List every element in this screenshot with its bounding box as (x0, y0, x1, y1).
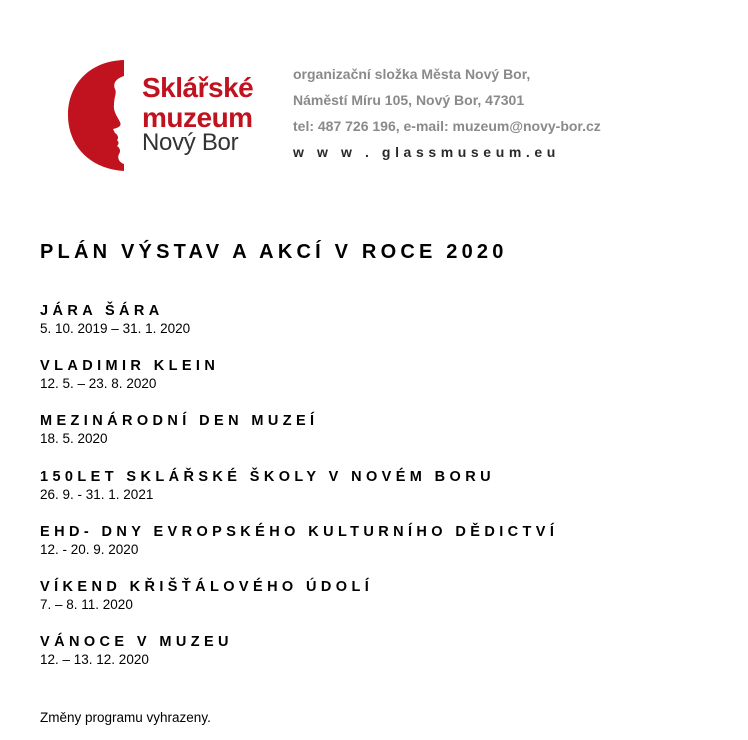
event-name: VÍKEND KŘIŠŤÁLOVÉHO ÚDOLÍ (40, 578, 374, 595)
event-item (40, 302, 720, 357)
event-date: 12. 5. – 23. 8. 2020 (40, 376, 157, 392)
logo-text-muzeum: muzeum (142, 102, 253, 133)
phone-email-line: tel: 487 726 196, e-mail: muzeum@novy-bor.cz (293, 118, 601, 134)
event-item (40, 523, 720, 578)
event-date: 12. - 20. 9. 2020 (40, 541, 139, 557)
museum-logo (66, 58, 266, 174)
event-name: MEZINÁRODNÍ DEN MUZEÍ (40, 413, 319, 430)
contact-block (293, 66, 601, 170)
event-item (40, 468, 720, 523)
footer-note: Změny programu vyhrazeny. (40, 710, 211, 725)
event-name: EHD- DNY EVROPSKÉHO KULTURNÍHO DĚDICTVÍ (40, 523, 559, 540)
event-item (40, 633, 720, 688)
website-link[interactable]: w w w . glassmuseum.eu (293, 144, 560, 160)
event-name: 150LET SKLÁŘSKÉ ŠKOLY V NOVÉM BORU (40, 468, 495, 485)
event-date: 5. 10. 2019 – 31. 1. 2020 (40, 321, 191, 336)
page-title: PLÁN VÝSTAV A AKCÍ V ROCE 2020 (40, 241, 508, 263)
face-profile-icon (66, 58, 126, 174)
event-name: JÁRA ŠÁRA (40, 303, 164, 319)
event-item (40, 578, 720, 633)
address-line: Náměstí Míru 105, Nový Bor, 47301 (293, 92, 525, 108)
logo-text-sklarske: Sklářské (142, 72, 254, 103)
event-date: 7. – 8. 11. 2020 (40, 596, 133, 612)
organization-line: organizační složka Města Nový Bor, (293, 66, 531, 82)
event-item (40, 412, 720, 467)
event-date: 12. – 13. 12. 2020 (40, 652, 149, 668)
logo-text-novy-bor: Nový Bor (142, 129, 239, 156)
event-date: 18. 5. 2020 (40, 431, 108, 447)
event-item (40, 357, 720, 412)
event-list (40, 302, 720, 688)
event-name: VLADIMIR KLEIN (40, 358, 220, 375)
event-date: 26. 9. - 31. 1. 2021 (40, 486, 154, 502)
event-name: VÁNOCE V MUZEU (40, 634, 233, 651)
